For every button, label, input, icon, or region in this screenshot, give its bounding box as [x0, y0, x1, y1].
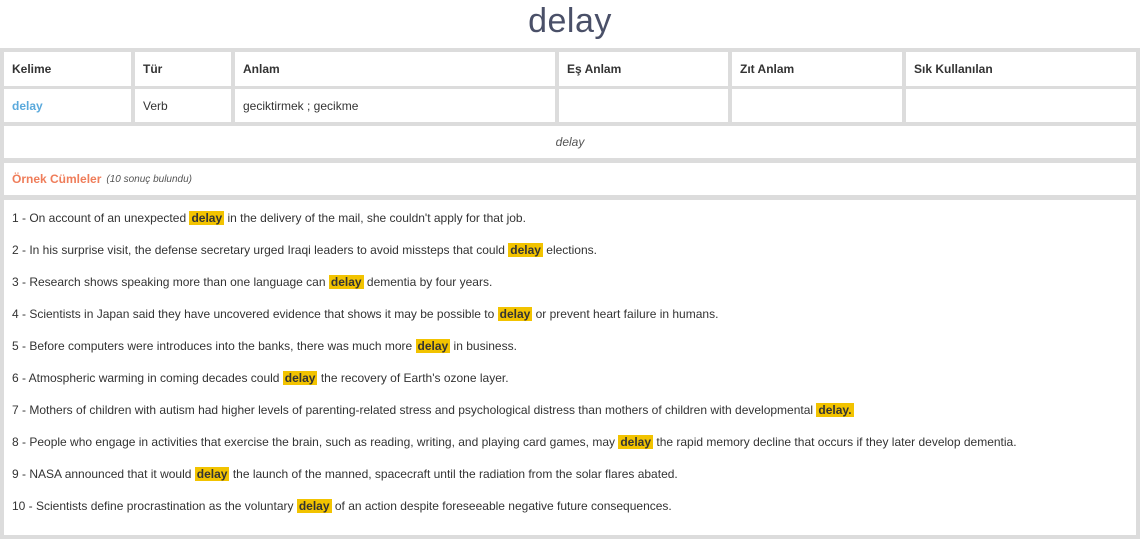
examples-header	[4, 163, 1136, 195]
highlight-word: delay	[298, 499, 330, 513]
highlight-word: delay	[510, 243, 541, 257]
highlight-word: delay	[191, 211, 223, 225]
example-sentence-6: 6 - Atmospheric warming in coming decades could delay the recovery of Earth's ozone layer.	[12, 371, 509, 385]
example-sentence-10: 10 - Scientists define procrastination as the voluntary delay of an action despite foreseeable negative future consequences.	[12, 499, 672, 513]
cell-common	[906, 89, 1136, 122]
example-sentence-1: 1 - On account of an unexpected delay in the delivery of the mail, she couldn't apply for that job.	[12, 211, 526, 225]
highlight-word: delay	[330, 275, 362, 289]
highlight-word: delay	[284, 371, 316, 385]
highlight-word: delay	[196, 467, 228, 481]
page-title: delay	[528, 2, 612, 40]
header-kelime: Kelime	[4, 52, 131, 86]
highlight-word: delay	[499, 307, 531, 321]
examples-title: Örnek Cümleler	[12, 172, 102, 186]
highlight-word: delay	[417, 339, 449, 353]
header-sik-kullanilan: Sık Kullanılan	[906, 52, 1136, 86]
cell-antonyms	[732, 89, 902, 122]
dictionary-table	[0, 48, 1140, 539]
example-sentence-2: 2 - In his surprise visit, the defense secretary urged Iraqi leaders to avoid missteps that could delay elections.	[12, 243, 597, 257]
example-sentence-7: 7 - Mothers of children with autism had higher levels of parenting-related stress and psychological distress than mothers of children with developmental delay.	[12, 403, 852, 417]
cell-meaning: geciktirmek ; gecikme	[235, 89, 555, 122]
word-note-row: delay	[4, 126, 1136, 158]
example-sentence-9: 9 - NASA announced that it would delay the launch of the manned, spacecraft until the radiation from the solar flares abated.	[12, 467, 678, 481]
highlight-word: delay	[620, 435, 652, 449]
word-link[interactable]: delay	[12, 98, 43, 113]
header-zit-anlam: Zıt Anlam	[732, 52, 902, 86]
header-es-anlam: Eş Anlam	[559, 52, 728, 86]
example-sentence-3: 3 - Research shows speaking more than one language can delay dementia by four years.	[12, 275, 493, 289]
example-sentence-8: 8 - People who engage in activities that exercise the brain, such as reading, writing, and playing card games, may delay the rapid memory decline that occurs if they later develop dementia.	[12, 435, 1017, 449]
cell-type: Verb	[135, 89, 231, 122]
cell-word[interactable]	[4, 89, 131, 122]
example-sentence-5: 5 - Before computers were introduces into the banks, there was much more delay in business.	[12, 339, 517, 353]
examples-count: (10 sonuç bulundu)	[106, 173, 192, 185]
header-tur: Tür	[135, 52, 231, 86]
header-anlam: Anlam	[235, 52, 555, 86]
example-sentence-4: 4 - Scientists in Japan said they have uncovered evidence that shows it may be possible to delay or prevent heart failure in humans.	[12, 307, 719, 321]
cell-synonyms	[559, 89, 728, 122]
example-sentences-list	[4, 200, 1136, 535]
highlight-word: delay.	[818, 403, 852, 417]
